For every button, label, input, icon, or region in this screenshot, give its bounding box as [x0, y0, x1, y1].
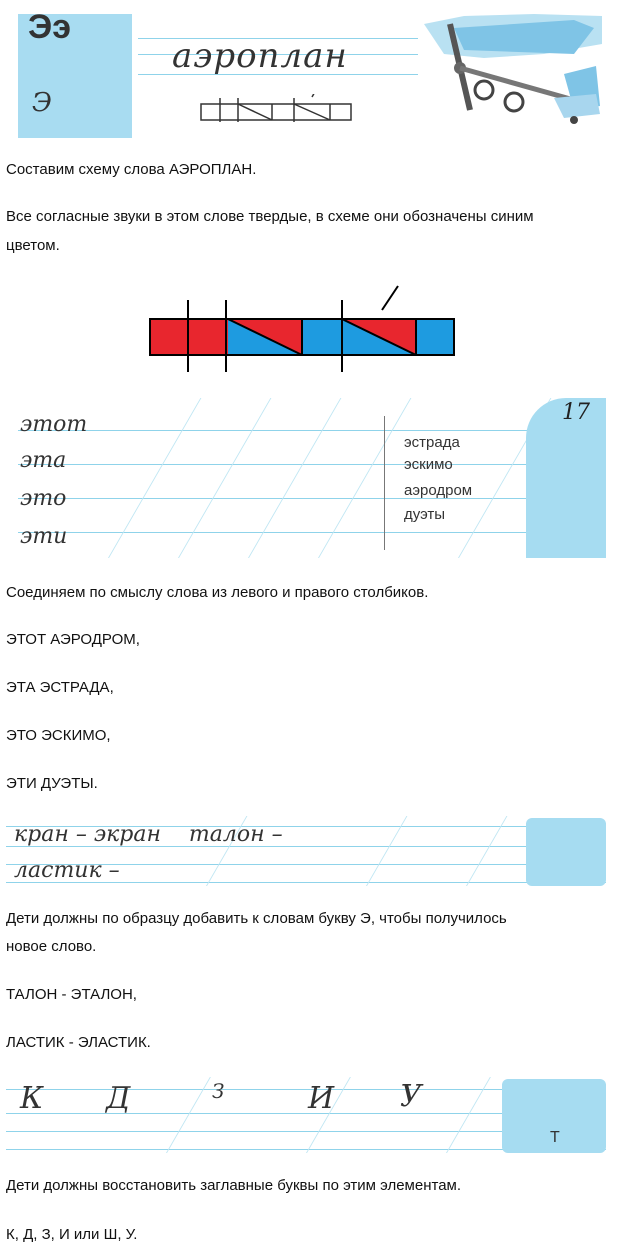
letter-element: К	[20, 1081, 44, 1116]
header-figure	[18, 8, 606, 138]
exercise3-panel	[6, 1077, 606, 1153]
letter-pair: Ээ	[28, 8, 71, 46]
answer-talon: ТАЛОН - ЭТАЛОН,	[6, 986, 137, 1003]
text-consonants-line2: цветом.	[6, 237, 60, 254]
right-tab	[526, 818, 606, 886]
right-word: эстрада	[404, 434, 460, 451]
text-add-letter-line2: новое слово.	[6, 938, 97, 955]
exercise1-panel	[18, 398, 606, 558]
letter-element: З	[212, 1079, 225, 1103]
answer-letters: К, Д, З, И или Ш, У.	[6, 1226, 138, 1243]
left-word: это	[20, 486, 67, 511]
exercise2-panel	[6, 816, 606, 886]
left-word: эта	[20, 448, 67, 473]
text-add-letter-line1: Дети должны по образцу добавить к словам букву Э, чтобы получилось	[6, 910, 507, 927]
text-consonants-line1: Все согласные звуки в этом слове твердые, в схеме они обозначены синим	[6, 208, 534, 225]
small-scheme	[198, 94, 358, 124]
letter-element: Д	[106, 1081, 131, 1116]
right-tab	[502, 1079, 606, 1153]
column-divider	[384, 416, 385, 550]
scheme-cell-vowel-1	[150, 319, 190, 355]
text-restore-capitals: Дети должны восстановить заглавные буквы по этим элементам.	[6, 1177, 462, 1194]
letter-element: У	[400, 1079, 422, 1114]
corner-mark: Т	[550, 1129, 560, 1146]
header-word: аэроплан	[172, 36, 348, 76]
right-word: эскимо	[404, 456, 453, 473]
handwritten-line-2: ластик –	[14, 858, 120, 883]
stress-mark	[382, 286, 398, 310]
right-word: аэродром	[404, 482, 473, 499]
text-compose-scheme: Составим схему слова АЭРОПЛАН.	[6, 161, 257, 178]
word-ruling	[138, 36, 418, 76]
scheme-cell-consonant-1	[302, 319, 342, 355]
handwritten-line-1: кран – экран талон –	[14, 822, 283, 847]
scheme-cell-consonant-2	[416, 319, 454, 355]
letter-element: И	[308, 1081, 335, 1116]
airplane-illustration	[424, 14, 606, 138]
answer-line-2: ЭТА ЭСТРАДА,	[6, 679, 114, 696]
page-number: 17	[562, 400, 590, 425]
letter-card	[18, 8, 132, 138]
answer-lastik: ЛАСТИК - ЭЛАСТИК.	[6, 1034, 151, 1051]
letter-small-script: Э	[32, 88, 52, 118]
left-word: эти	[20, 524, 68, 549]
left-word: этот	[20, 412, 88, 437]
answer-line-1: ЭТОТ АЭРОДРОМ,	[6, 631, 140, 648]
right-word: дуэты	[404, 506, 446, 523]
word-sound-scheme	[146, 282, 460, 374]
scheme-cell-vowel-2	[190, 319, 228, 355]
answer-line-4: ЭТИ ДУЭТЫ.	[6, 775, 98, 792]
answer-line-3: ЭТО ЭСКИМО,	[6, 727, 111, 744]
text-match-words: Соединяем по смыслу слова из левого и правого столбиков.	[6, 584, 429, 601]
